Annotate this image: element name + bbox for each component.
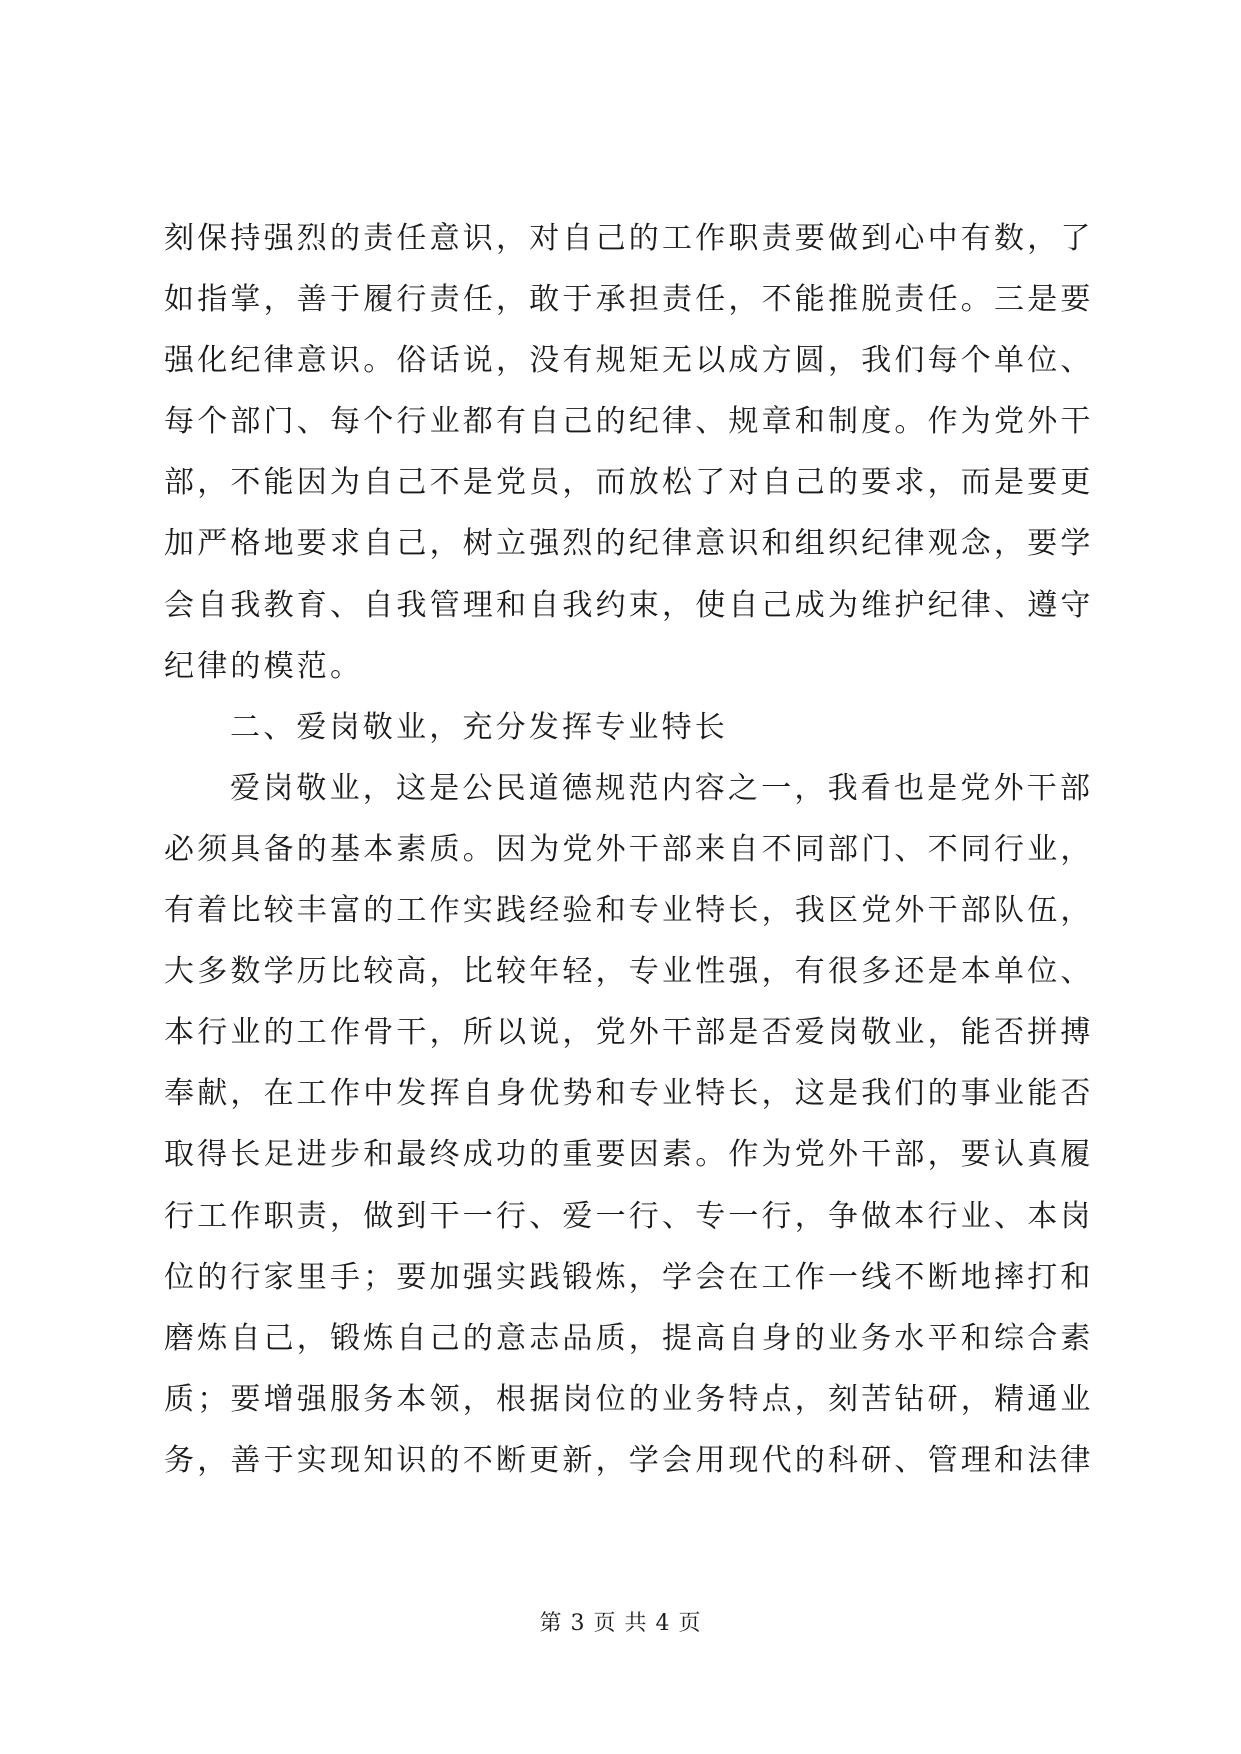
- text-line: 每个部门、每个行业都有自己的纪律、规章和制度。作为党外干: [164, 404, 1094, 440]
- text-line: 取得长足进步和最终成功的重要因素。作为党外干部，要认真履: [164, 1137, 1094, 1173]
- text-line: 有着比较丰富的工作实践经验和专业特长，我区党外干部队伍，: [164, 893, 1094, 929]
- text-line: 加严格地要求自己，树立强烈的纪律意识和组织纪律观念，要学: [164, 526, 1094, 562]
- text-line: 奉献，在工作中发挥自身优势和专业特长，这是我们的事业能否: [164, 1076, 1094, 1112]
- text-line: 刻保持强烈的责任意识，对自己的工作职责要做到心中有数，了: [164, 221, 1094, 256]
- text-line: 本行业的工作骨干，所以说，党外干部是否爱岗敬业，能否拼搏: [164, 1015, 1094, 1051]
- text-line: 磨炼自己，锻炼自己的意志品质，提高自身的业务水平和综合素: [164, 1320, 1094, 1356]
- text-line: 强化纪律意识。俗话说，没有规矩无以成方圆，我们每个单位、: [164, 343, 1094, 379]
- text-line: 必须具备的基本素质。因为党外干部来自不同部门、不同行业，: [164, 831, 1094, 867]
- section-heading: 二、爱岗敬业，充分发挥专业特长: [230, 709, 728, 745]
- text-line: 部，不能因为自己不是党员，而放松了对自己的要求，而是要更: [164, 465, 1094, 501]
- text-line: 务，善于实现知识的不断更新，学会用现代的科研、管理和法律: [164, 1442, 1094, 1478]
- text-line: 行工作职责，做到干一行、爱一行、专一行，争做本行业、本岗: [164, 1198, 1094, 1234]
- text-line: 位的行家里手；要加强实践锻炼，学会在工作一线不断地摔打和: [164, 1259, 1094, 1295]
- text-line: 会自我教育、自我管理和自我约束，使自己成为维护纪律、遵守: [164, 587, 1094, 623]
- text-line: 质；要增强服务本领，根据岗位的业务特点，刻苦钻研，精通业: [164, 1381, 1094, 1417]
- page-number-footer: 第 3 页 共 4 页: [539, 1611, 702, 1636]
- text-line: 大多数学历比较高，比较年轻，专业性强，有很多还是本单位、: [164, 954, 1094, 990]
- text-line: 纪律的模范。: [164, 648, 364, 684]
- paragraph-first-line: 爱岗敬业，这是公民道德规范内容之一，我看也是党外干部: [230, 770, 1094, 806]
- text-line: 如指掌，善于履行责任，敢于承担责任，不能推脱责任。三是要: [164, 282, 1094, 318]
- document-body: [164, 208, 1094, 1491]
